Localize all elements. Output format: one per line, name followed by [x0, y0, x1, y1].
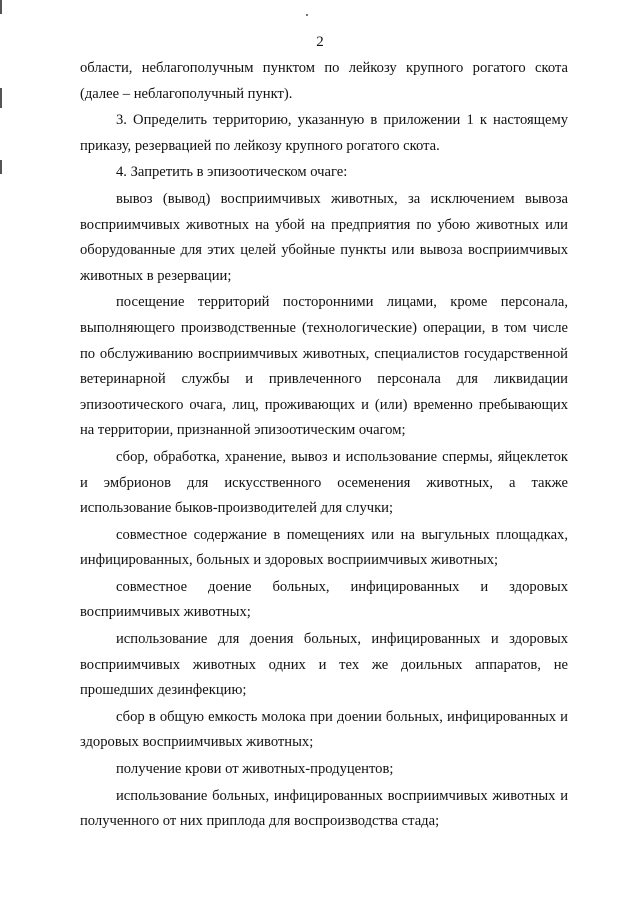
paragraph-ban-export: вывоз (вывод) восприимчивых животных, за исключением вывоза восприимчивых животных на убой на предприятия по убою животных или оборудованные для этих целей убойные пункты или вывоза восприимчивых животных в резервации;	[80, 190, 568, 284]
paragraph-ban-shared-apparatus: использование для доения больных, инфицированных и здоровых восприимчивых животных одних и тех же доильных аппаратов, не прошедших дезинфекцию;	[80, 631, 568, 699]
paragraph-ban-milk-collection: сбор в общую емкость молока при доении больных, инфицированных и здоровых восприимчивых животных;	[80, 708, 568, 751]
scan-edge-mark	[0, 0, 2, 14]
paragraph-ban-semen: сбор, обработка, хранение, вывоз и использование спермы, яйцеклеток и эмбрионов для искусственного осеменения животных, а также использование быков-производителей для случки;	[80, 448, 568, 517]
scan-edge-mark	[0, 160, 2, 174]
paragraph-ban-visits: посещение территорий посторонними лицами, кроме персонала, выполняющего производственные (технологические) операции, в том числе по обслуживанию восприимчивых животных, специалистов государственной ветеринарной службы и привлеченного персонала для ликвидации эпизоотического очага, лиц, проживающих и (или) временно пребывающих на территории, признанной эпизоотическим очагом;	[80, 294, 568, 439]
page-number: 2	[316, 34, 324, 50]
paragraph-item-3: 3. Определить территорию, указанную в приложении 1 к настоящему приказу, резервацией по лейкозу крупного рогатого скота.	[80, 112, 568, 154]
scan-speck	[306, 14, 308, 16]
paragraph-ban-breeding: использование больных, инфицированных восприимчивых животных и полученного от них приплода для воспроизводства стада;	[80, 787, 568, 830]
paragraph-ban-blood: получение крови от животных-продуцентов;	[116, 761, 394, 778]
document-body	[80, 56, 568, 835]
paragraph-continuation: области, неблагополучным пунктом по лейкозу крупного рогатого скота (далее – неблагополучный пункт).	[80, 60, 568, 102]
paragraph-ban-joint-milking: совместное доение больных, инфицированных и здоровых восприимчивых животных;	[80, 578, 568, 621]
paragraph-ban-joint-keeping: совместное содержание в помещениях или на выгульных площадках, инфицированных, больных и здоровых восприимчивых животных;	[80, 526, 568, 569]
paragraph-item-4: 4. Запретить в эпизоотическом очаге:	[116, 164, 348, 181]
scan-edge-mark	[0, 88, 2, 108]
